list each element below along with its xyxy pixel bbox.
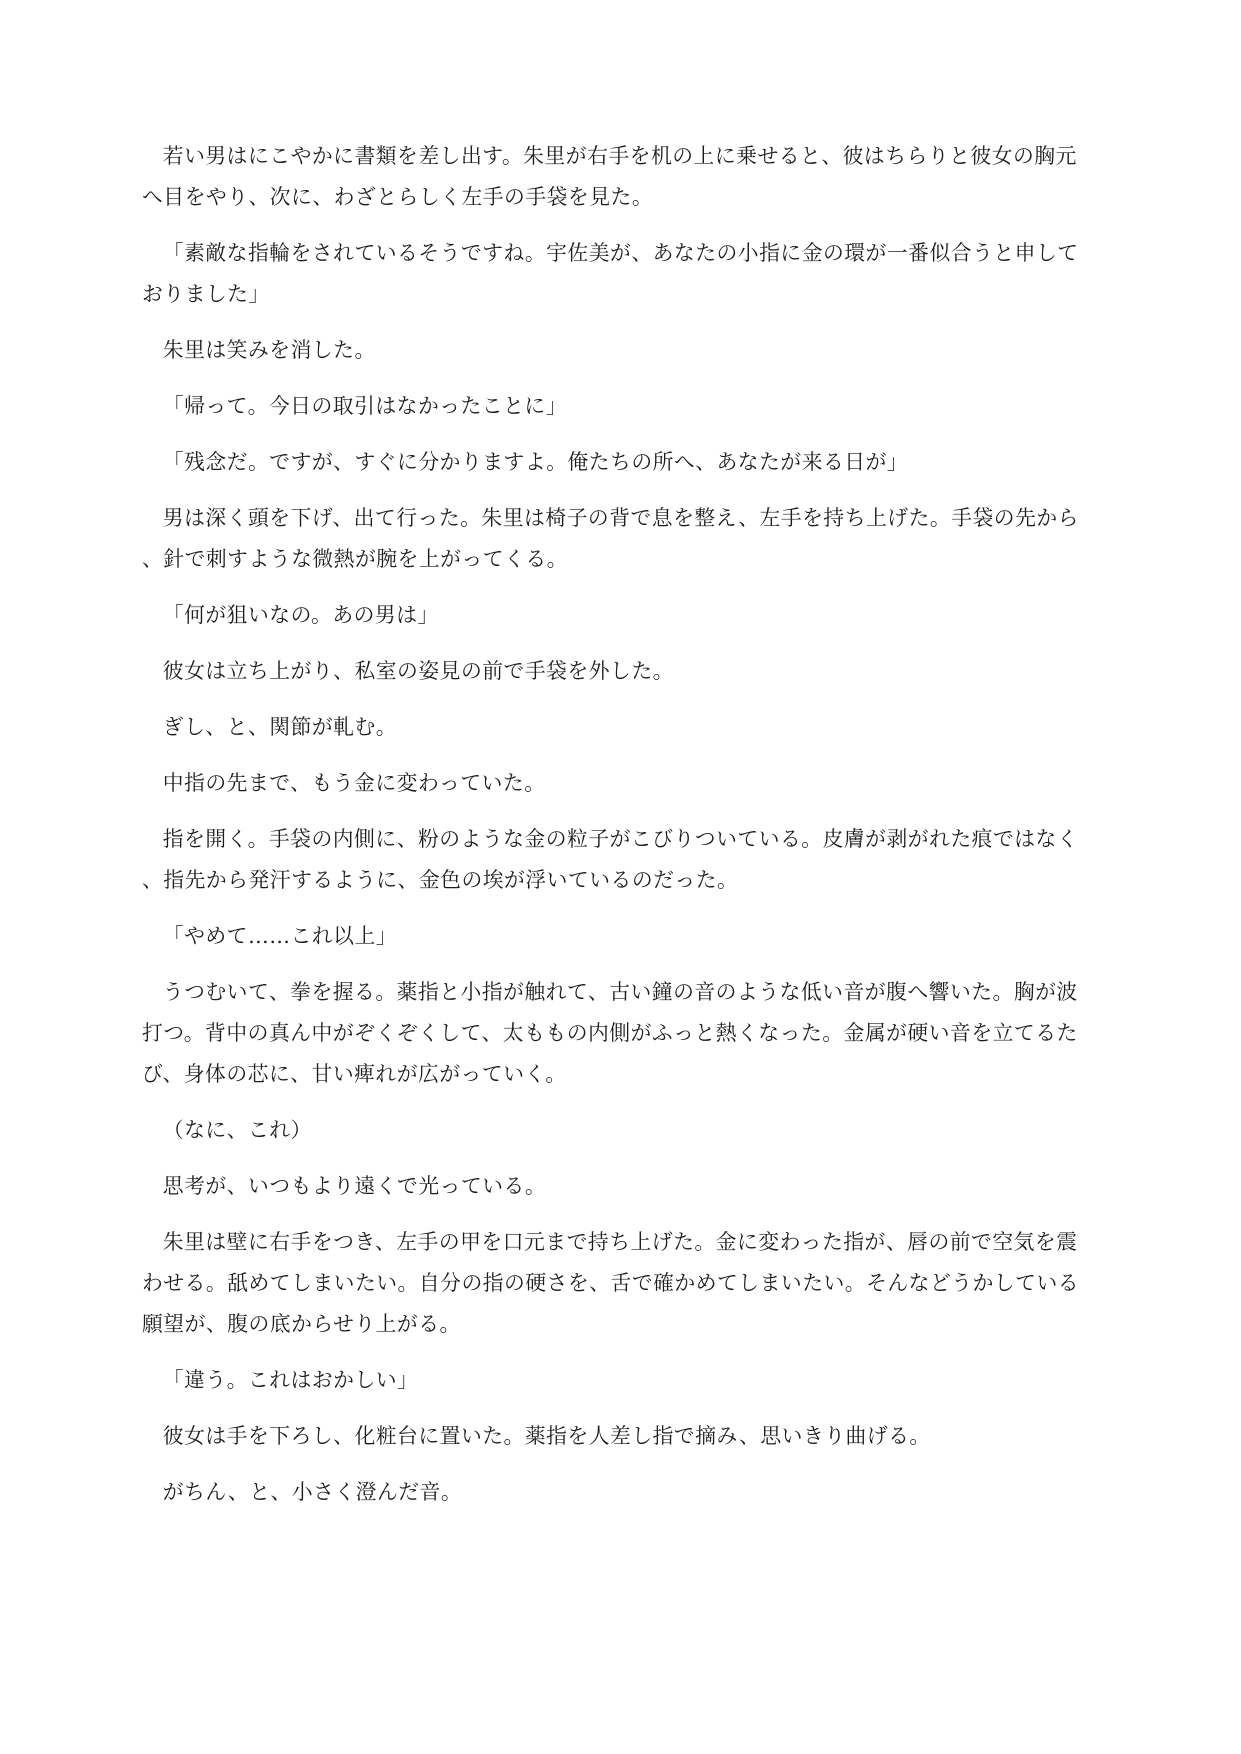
paragraph: 朱里は笑みを消した。 [162,338,376,362]
paragraph: うつむいて、拳を握る。薬指と小指が触れて、古い鐘の音のような低い音が腹へ響いた。胸が波打つ。背中の真ん中がぞくぞくして、太ももの内側がふっと熱くなった。金属が硬い音を立てるたび、身体の芯に、甘い痺れが広がっていく。 [142,980,1078,1086]
paragraph: がちん、と、小さく澄んだ音。 [162,1480,463,1504]
paragraph: 彼女は立ち上がり、私室の姿見の前で手袋を外した。 [162,659,674,683]
paragraph: 思考が、いつもより遠くで光っている。 [162,1174,547,1198]
paragraph: 「違う。これはおかしい」 [162,1368,419,1392]
paragraph: 「帰って。今日の取引はなかったことに」 [162,394,568,418]
paragraph: （なに、これ） [162,1118,312,1142]
paragraph: 指を開く。手袋の内側に、粉のような金の粒子がこびりついている。皮膚が剥がれた痕ではなく、指先から発汗するように、金色の埃が浮いているのだった。 [142,827,1079,892]
paragraph: 「何が狙いなの。あの男は」 [162,603,439,627]
paragraph: 「素敵な指輪をされているそうですね。宇佐美が、あなたの小指に金の環が一番似合うと申しておりました」 [142,241,1079,306]
paragraph: 「やめて……これ以上」 [162,924,398,948]
paragraph: 中指の先まで、もう金に変わっていた。 [162,771,546,795]
paragraph: 彼女は手を下ろし、化粧台に置いた。薬指を人差し指で摘み、思いきり曲げる。 [162,1424,931,1448]
body-text [142,136,1097,1528]
paragraph: ぎし、と、関節が軋む。 [162,715,398,739]
paragraph: 男は深く頭を下げ、出て行った。朱里は椅子の背で息を整え、左手を持ち上げた。手袋の先から、針で刺すような微熱が腕を上がってくる。 [142,506,1079,571]
paragraph: 朱里は壁に右手をつき、左手の甲を口元まで持ち上げた。金に変わった指が、唇の前で空気を震わせる。舐めてしまいたい。自分の指の硬さを、舌で確かめてしまいたい。そんなどうかしている願望が、腹の底からせり上がる。 [142,1230,1080,1336]
paragraph: 「残念だ。ですが、すぐに分かりますよ。俺たちの所へ、あなたが来る日が」 [162,450,909,474]
paragraph: 若い男はにこやかに書類を差し出す。朱里が右手を机の上に乗せると、彼はちらりと彼女の胸元へ目をやり、次に、わざとらしく左手の手袋を見た。 [142,144,1077,209]
